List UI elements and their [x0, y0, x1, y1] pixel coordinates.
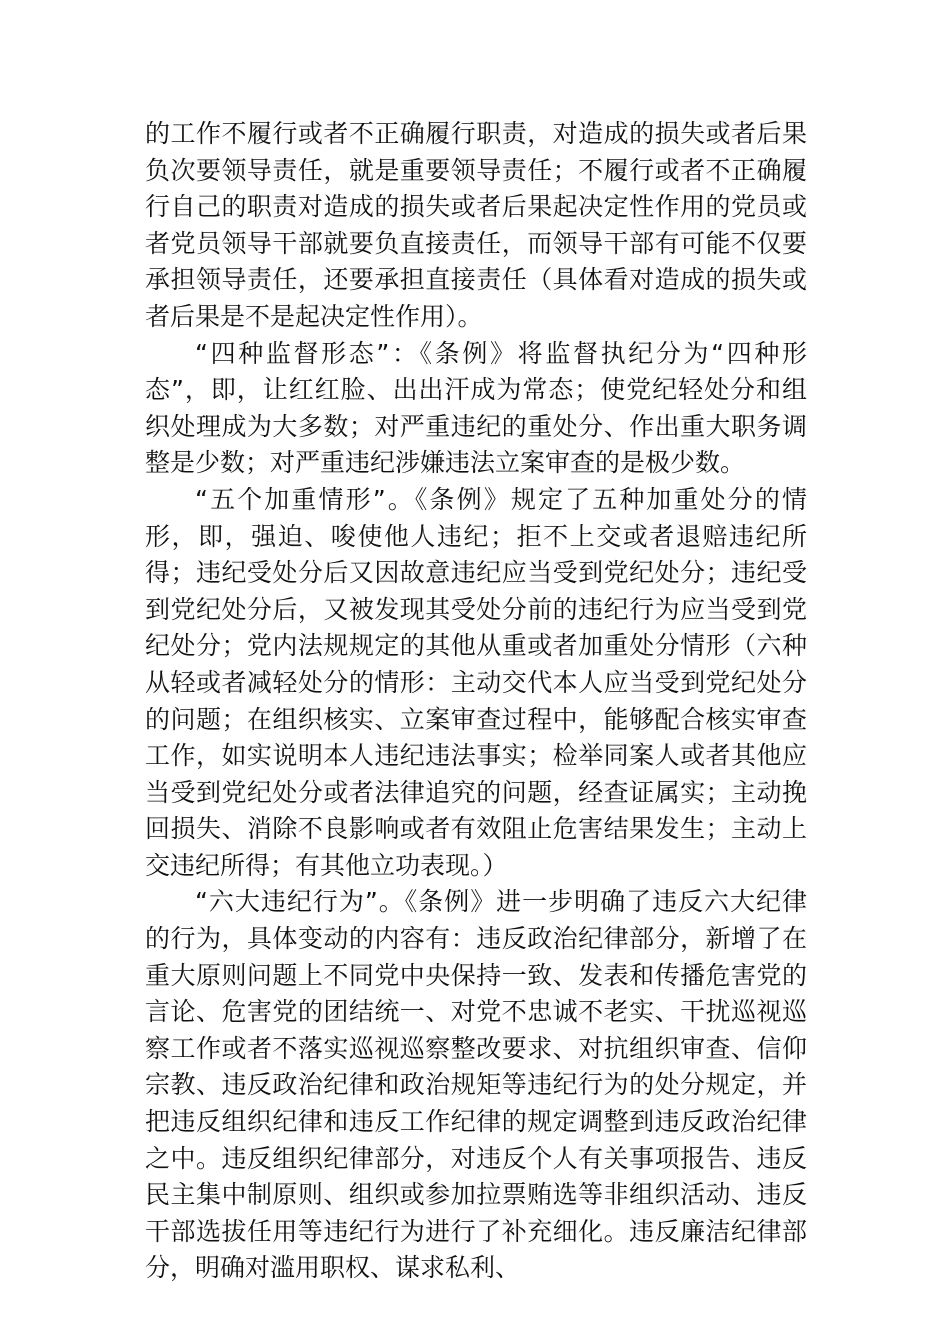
paragraph-1: 的工作不履行或者不正确履行职责，对造成的损失或者后果负次要领导责任，就是重要领导责任；不履行或者不正确履行自己的职责对造成的损失或者后果起决定性作用的党员或者党员领导干部就要负直接责任，而领导干部有可能不仅要承担领导责任，还要承担直接责任（具体看对造成的损失或者后果是不是起决定性作用）。 — [145, 119, 807, 331]
paragraph-2: “四种监督形态”：《条例》将监督执纪分为“四种形态”，即，让红红脸、出出汗成为常态；使党纪轻处分和组织处理成为大多数；对严重违纪的重处分、作出重大职务调整是少数；对严重违纪涉嫌违法立案审查的是极少数。 — [145, 338, 807, 478]
document-body — [145, 116, 807, 1287]
paragraph-3: “五个加重情形”。《条例》规定了五种加重处分的情形，即，强迫、唆使他人违纪；拒不上交或者退赔违纪所得；违纪受处分后又因故意违纪应当受到党纪处分；违纪受到党纪处分后，又被发现其受处分前的违纪行为应当受到党纪处分；党内法规规定的其他从重或者加重处分情形（六种从轻或者减轻处分的情形：主动交代本人应当受到党纪处分的问题；在组织核实、立案审查过程中，能够配合核实审查工作，如实说明本人违纪违法事实；检举同案人或者其他应当受到党纪处分或者法律追究的问题，经查证属实；主动挽回损失、消除不良影响或者有效阻止危害结果发生；主动上交违纪所得；有其他立功表现。） — [145, 484, 807, 880]
paragraph-4: “六大违纪行为”。《条例》进一步明确了违反六大纪律的行为，具体变动的内容有：违反政治纪律部分，新增了在重大原则问题上不同党中央保持一致、发表和传播危害党的言论、危害党的团结统一、对党不忠诚不老实、干扰巡视巡察工作或者不落实巡视巡察整改要求、对抗组织审查、信仰宗教、违反政治纪律和政治规矩等违纪行为的处分规定，并把违反组织纪律和违反工作纪律的规定调整到违反政治纪律之中。违反组织纪律部分，对违反个人有关事项报告、违反民主集中制原则、组织或参加拉票贿选等非组织活动、违反干部选拔任用等违纪行为进行了补充细化。违反廉洁纪律部分，明确对滥用职权、谋求私利、 — [145, 887, 807, 1283]
